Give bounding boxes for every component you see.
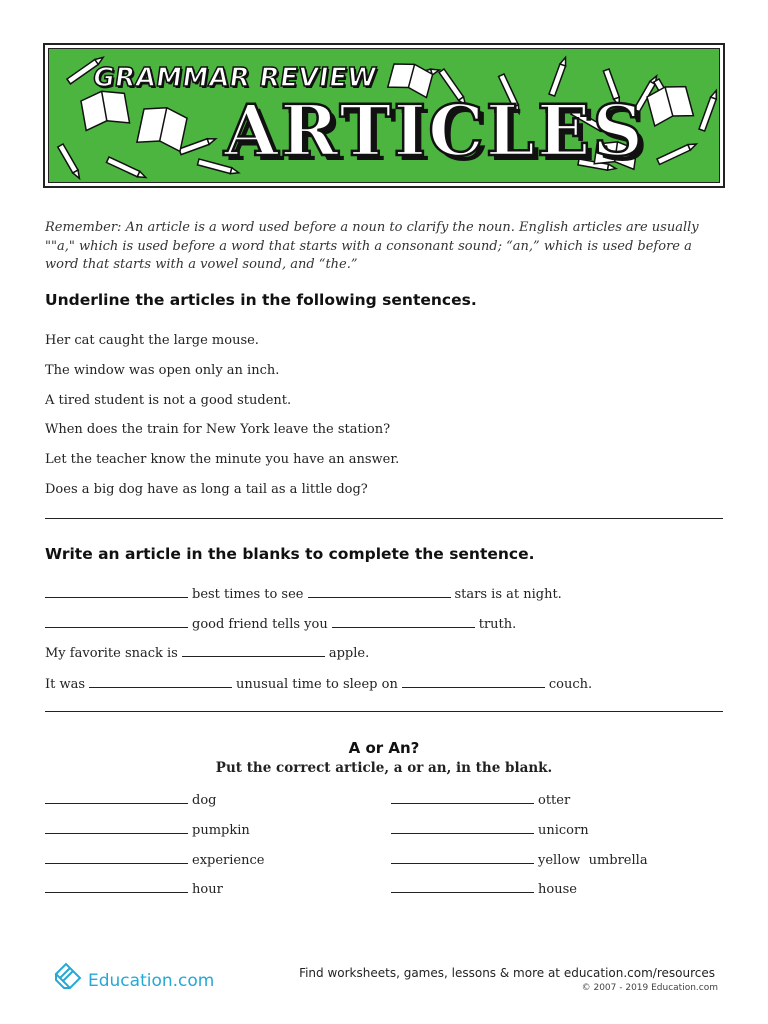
list-item: unicorn [391, 822, 589, 838]
sentence-item: A tired student is not a good student. [45, 393, 292, 408]
banner-subtitle: GRAMMAR REVIEW [90, 63, 379, 93]
title-banner [43, 43, 725, 188]
fill-in-row: good friend tells you truth. [45, 616, 520, 632]
answer-blank[interactable] [45, 852, 188, 864]
list-item: experience [45, 852, 264, 868]
footer-copyright: © 2007 - 2019 Education.com [581, 983, 718, 993]
section2-heading: Write an article in the blanks to complete the sentence. [45, 545, 535, 563]
answer-blank[interactable] [45, 822, 188, 834]
answer-blank[interactable] [332, 616, 475, 628]
answer-blank[interactable] [89, 676, 232, 688]
sentence-item: When does the train for New York leave the station? [45, 422, 391, 437]
sentence-item: Let the teacher know the minute you have an answer. [45, 452, 400, 467]
intro-text: Remember: An article is a word used before a noun to clarify the noun. English articles are usually ""a," which is used before a word that starts with a consonant sound; “an,” which is used before a word that starts with a vowel sound, and “the.” [45, 220, 699, 272]
education-brand-name: Education.com [88, 971, 215, 991]
answer-blank[interactable] [45, 586, 188, 598]
section3-title: A or An? [348, 739, 420, 757]
footer-tagline: Find worksheets, games, lessons & more at education.com/resources [299, 966, 715, 980]
sentence-item: Her cat caught the large mouse. [45, 333, 259, 348]
list-item: dog [45, 792, 216, 808]
banner-background [48, 48, 720, 183]
answer-blank[interactable] [391, 792, 534, 804]
list-item: yellow umbrella [391, 852, 648, 868]
answer-blank[interactable] [402, 676, 545, 688]
fill-in-row: My favorite snack is apple. [45, 646, 370, 661]
list-item: otter [391, 792, 570, 808]
list-item: pumpkin [45, 822, 250, 838]
section-divider [45, 711, 723, 712]
answer-blank[interactable] [391, 852, 534, 864]
sentence-item: The window was open only an inch. [45, 363, 280, 378]
answer-blank[interactable] [182, 645, 325, 657]
answer-blank[interactable] [45, 881, 188, 893]
answer-blank[interactable] [45, 792, 188, 804]
section-divider [45, 518, 723, 519]
fill-in-row: best times to see stars is at night. [45, 586, 566, 602]
answer-blank[interactable] [308, 586, 451, 598]
answer-blank[interactable] [45, 616, 188, 628]
fill-in-row: It was unusual time to sleep on couch. [45, 677, 593, 692]
section1-heading: Underline the articles in the following sentences. [45, 291, 477, 309]
sentence-item: Does a big dog have as long a tail as a little dog? [45, 482, 368, 497]
answer-blank[interactable] [391, 822, 534, 834]
list-item: hour [45, 881, 223, 897]
section3-subtitle: Put the correct article, a or an, in the blank. [215, 760, 553, 776]
education-logo-icon [52, 960, 84, 992]
banner-title: ARTICLES [224, 89, 645, 172]
list-item: house [391, 881, 577, 897]
education-logo[interactable] [52, 960, 214, 992]
answer-blank[interactable] [391, 881, 534, 893]
